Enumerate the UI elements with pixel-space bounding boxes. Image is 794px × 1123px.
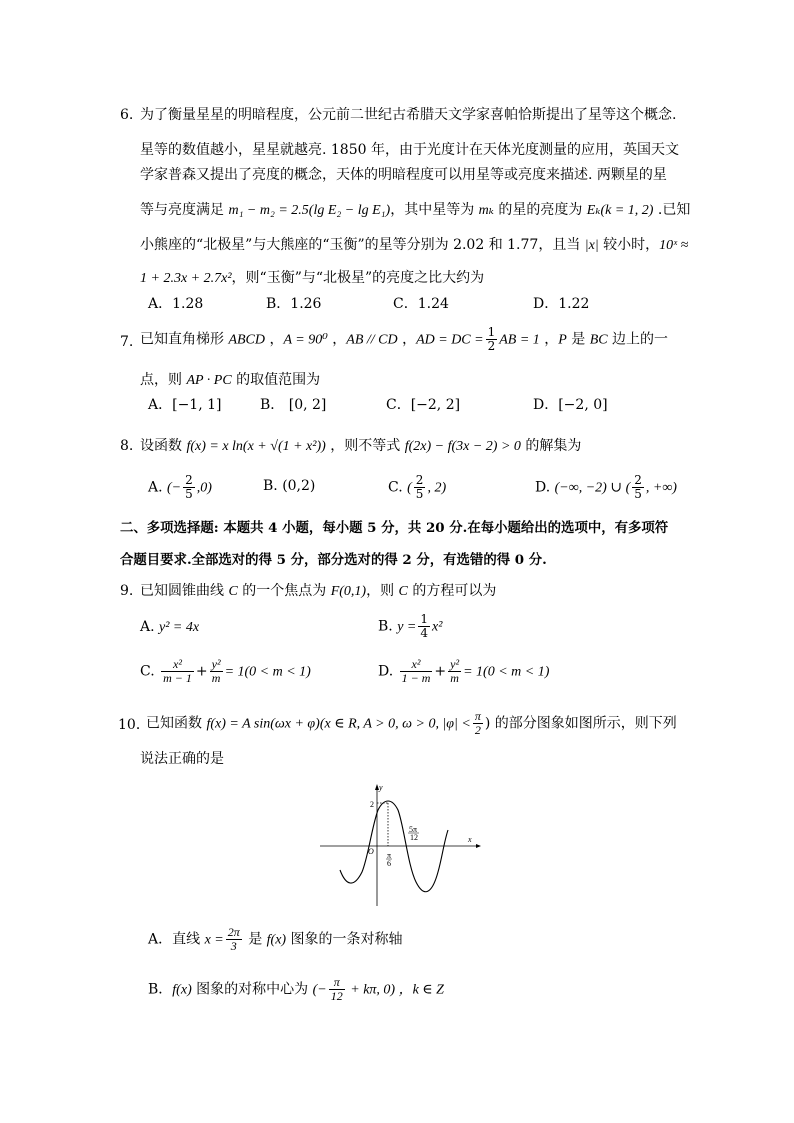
q6-text: ，其中星等为 xyxy=(390,202,479,218)
q8-a-num: 2 xyxy=(185,473,193,487)
q7-angle: A = 90⁰ xyxy=(283,332,328,348)
q8-d-close: , +∞) xyxy=(645,480,677,496)
q9-b-den: 4 xyxy=(420,626,429,640)
q10-line-2: 说法正确的是 xyxy=(140,751,224,767)
q6-mk: mₖ xyxy=(478,203,494,218)
pi6-den: 6 xyxy=(387,859,391,868)
q9-option-a xyxy=(140,618,199,637)
q6-approx: 10ˣ ≈ xyxy=(659,238,689,253)
q9-d-num-2: y² xyxy=(450,657,460,671)
q9-d-frac-1 xyxy=(400,658,433,685)
q9-b-num: 1 xyxy=(420,612,429,626)
q7-text: 点，则 xyxy=(140,372,187,388)
q9-option-c xyxy=(140,658,311,685)
q8-d-fraction xyxy=(632,474,644,501)
q9-text: 的一个焦点为 xyxy=(237,583,331,599)
q7-text: 边上的一 xyxy=(607,331,669,348)
q6-line-3: 学家普森又提出了亮度的概念，天体的明暗程度可以用星等或亮度来描述. 两颗星的星 xyxy=(140,167,667,183)
q7-line-1 xyxy=(140,326,668,353)
q10-number: 10． xyxy=(118,717,150,733)
q7-option-c: C．[−2, 2] xyxy=(386,397,461,413)
q7-text: ， xyxy=(265,331,284,348)
q10-pi-half xyxy=(473,710,483,737)
q8-option-b: B. (0,2) xyxy=(263,478,316,494)
q8-option-a xyxy=(148,474,212,501)
q8-a-open: (− xyxy=(167,480,182,496)
q6-text: .已知 xyxy=(653,202,691,218)
q7-text: ， xyxy=(327,331,347,348)
q10-a-text: 图象的一条对称轴 xyxy=(286,931,403,948)
q9-c-plus: + xyxy=(195,663,208,680)
q9-a-formula: y² = 4x xyxy=(159,620,200,635)
q10-text: ) 的部分图象如图所示，则下列 xyxy=(484,715,677,732)
q7-option-a: A．[−1, 1] xyxy=(148,397,222,413)
q7-frac-den: 2 xyxy=(487,339,496,353)
q9-d-den-2: m xyxy=(450,671,459,685)
q10-line-1 xyxy=(146,710,677,737)
q8-number: 8. xyxy=(120,438,134,454)
five-pi-den: 12 xyxy=(410,833,418,842)
sine-graph xyxy=(316,782,482,910)
q6-option-c: C．1.24 xyxy=(393,296,449,312)
q6-approx-expr: 1 + 2.3x + 2.7x² xyxy=(140,271,232,286)
q6-text: 较小时， xyxy=(598,237,660,253)
q7-dot-product: AP · PC xyxy=(186,373,232,388)
q9-c-frac-2 xyxy=(210,658,223,685)
q8-d-den: 5 xyxy=(634,487,642,501)
q8-d-label: D. xyxy=(535,479,551,496)
q9-c-frac-1 xyxy=(161,658,194,685)
y-tick-2: 2 xyxy=(370,800,374,809)
q9-text: ，则 xyxy=(366,583,399,599)
q8-c-fraction xyxy=(414,474,426,501)
q9-text: 已知圆锥曲线 xyxy=(140,583,229,599)
q10-a-text: A．直线 xyxy=(148,931,205,948)
q8-text: 的解集为 xyxy=(520,438,582,454)
q9-a-label: A. xyxy=(140,619,155,635)
q7-fraction xyxy=(486,326,498,353)
q7-eq2: AB = 1 xyxy=(499,332,540,348)
q8-c-label: C. xyxy=(388,479,403,496)
q8-a-den: 5 xyxy=(185,487,193,501)
q9-b-lhs: y = xyxy=(397,619,417,635)
q9-number: 9. xyxy=(120,583,134,599)
q10-option-b xyxy=(148,976,444,1003)
x-axis-label: x xyxy=(468,835,472,844)
q7-abcd: ABCD xyxy=(228,332,266,348)
q6-line-2: 星等的数值越小，星星就越亮. 1850 年，由于光度计在天体光度测量的应用，英国天文 xyxy=(140,142,679,158)
q8-option-c xyxy=(388,474,446,501)
pi6-num: π xyxy=(387,851,392,860)
q10-option-a xyxy=(148,926,403,953)
q8-c-num: 2 xyxy=(415,473,424,487)
q10-pi-num: π xyxy=(474,709,481,723)
q9-text: 的方程可以为 xyxy=(407,583,497,599)
q9-d-num-1: x² xyxy=(400,658,433,672)
q7-eq: AD = DC = xyxy=(416,332,484,348)
q7-option-b: B． [0, 2] xyxy=(260,397,327,413)
q9-c-label: C. xyxy=(140,663,155,680)
q8-a-fraction xyxy=(183,474,195,501)
q10-a-fraction xyxy=(226,926,242,953)
q9-c-num-1: x² xyxy=(161,658,194,672)
q8-function: f(x) = x ln(x + √(1 + x²)) xyxy=(186,439,326,454)
q8-c-open: ( xyxy=(407,480,412,496)
q6-text: 小熊座的“北极星”与大熊座的“玉衡”的星等分别为 2.02 和 1.77，且当 xyxy=(140,237,585,253)
q6-line-4 xyxy=(140,201,690,220)
q7-text: 的取值范围为 xyxy=(231,372,321,388)
q8-c-close: , 2) xyxy=(427,480,447,496)
five-pi-num: 5π xyxy=(409,825,418,834)
section-2-heading-line-1: 二、多项选择题: 本题共 4 小题，每小题 5 分，共 20 分.在每小题给出的选项中，有多项符 xyxy=(120,520,669,536)
q9-line-1 xyxy=(140,582,496,601)
q9-c-den-2: m xyxy=(211,671,221,685)
q10-a-num: 2π xyxy=(227,925,240,939)
q9-d-den-1: 1 − m xyxy=(401,671,431,685)
q9-focus: F(0,1) xyxy=(330,584,367,599)
q10-b-open: (− xyxy=(312,982,327,998)
q7-parallel: AB // CD xyxy=(346,332,398,348)
q6-text: 等与亮度满足 xyxy=(140,202,229,218)
q8-line-1 xyxy=(140,437,581,456)
q9-d-label: D. xyxy=(378,663,394,680)
q9-c: C xyxy=(398,584,408,599)
q6-line-1: 为了衡量星星的明暗程度，公元前二世纪古希腊天文学家喜帕恰斯提出了星等这个概念. xyxy=(140,107,677,123)
q9-c: C xyxy=(228,584,238,599)
q8-inequality: f(2x) − f(3x − 2) > 0 xyxy=(404,439,521,454)
q10-function: f(x) = A sin(ωx + φ)(x ∈ R, A > 0, ω > 0, |φ| < xyxy=(206,716,471,732)
q6-text: 的星的亮度为 xyxy=(493,202,587,218)
q10-b-fraction xyxy=(329,976,345,1003)
x-axis-arrow xyxy=(476,844,481,848)
q9-b-fraction xyxy=(418,613,430,640)
q7-number: 7. xyxy=(120,334,134,350)
q8-a-close: ,0) xyxy=(196,480,212,496)
q6-option-d: D．1.22 xyxy=(533,296,590,312)
q7-line-2 xyxy=(140,371,320,390)
q9-d-rhs: = 1(0 < m < 1) xyxy=(463,664,550,680)
q9-option-b xyxy=(378,613,442,640)
q9-c-rhs: = 1(0 < m < 1) xyxy=(224,664,311,680)
q9-d-frac-2 xyxy=(448,658,461,685)
q9-c-den-1: m − 1 xyxy=(163,671,192,685)
q10-a-den: 3 xyxy=(230,939,237,953)
q6-line-6 xyxy=(140,269,484,288)
q9-option-d xyxy=(378,658,549,685)
q10-b-label: B． xyxy=(148,981,173,998)
q7-option-d: D．[−2, 0] xyxy=(533,397,608,413)
q10-text: 已知函数 xyxy=(146,715,207,732)
q7-bc: BC xyxy=(589,332,608,348)
q10-b-close: + kπ, 0) xyxy=(346,982,396,998)
q10-b-fx: f(x) xyxy=(172,982,192,998)
q9-d-plus: + xyxy=(434,663,447,680)
q10-a-fx: f(x) xyxy=(266,932,287,948)
section-2-heading-line-2: 合题目要求.全部选对的得 5 分，部分选对的得 2 分，有选错的得 0 分. xyxy=(120,552,547,568)
q7-text: 是 xyxy=(566,331,590,348)
q6-option-b: B．1.26 xyxy=(266,296,322,312)
q7-text: ， xyxy=(539,331,559,348)
q10-b-text: 图象的对称中心为 xyxy=(191,981,313,998)
q6-line-5 xyxy=(140,236,688,255)
origin-label: O xyxy=(368,847,374,856)
q7-frac-num: 1 xyxy=(487,325,496,339)
q8-d-num: 2 xyxy=(634,473,642,487)
q8-d-open: (−∞, −2) ∪ ( xyxy=(554,480,631,496)
q10-pi-den: 2 xyxy=(474,723,481,737)
q6-ek: Eₖ(k = 1, 2) xyxy=(586,203,654,218)
q8-text: ，则不等式 xyxy=(325,438,405,454)
q9-b-rhs: x² xyxy=(432,619,443,635)
q6-magnitude-formula: m₁ − m₂ = 2.5(lg E₂ − lg E₁) xyxy=(228,203,391,218)
q6-text: ，则“玉衡”与“北极星”的亮度之比大约为 xyxy=(231,270,485,286)
q9-c-num-2: y² xyxy=(211,657,221,671)
q6-number: 6. xyxy=(120,107,134,123)
q10-a-text: 是 xyxy=(243,931,267,948)
q7-p: P xyxy=(558,332,567,348)
q8-a-label: A. xyxy=(148,479,163,496)
q7-text: 已知直角梯形 xyxy=(140,331,229,348)
y-axis-label: y xyxy=(379,783,383,792)
q10-b-num: π xyxy=(329,976,345,990)
q8-text: 设函数 xyxy=(140,438,187,454)
q10-a-x: x = xyxy=(204,932,224,948)
q6-abs-x: |x| xyxy=(584,238,599,253)
q8-c-den: 5 xyxy=(415,487,424,501)
q7-text: ， xyxy=(397,331,417,348)
q10-b-den: 12 xyxy=(330,989,343,1003)
q10-b-k: ，k ∈ Z xyxy=(395,982,444,998)
q8-option-d xyxy=(535,474,677,501)
q6-option-a: A．1.28 xyxy=(148,296,204,312)
q9-b-label: B. xyxy=(378,618,393,635)
